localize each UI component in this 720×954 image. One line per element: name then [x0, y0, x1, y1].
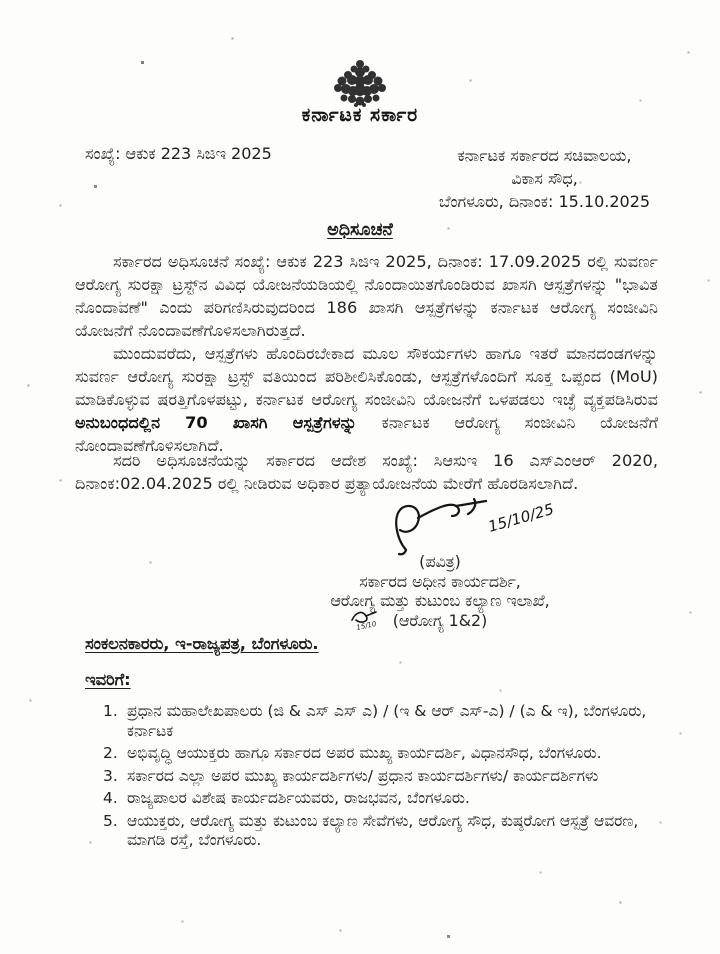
recipient-item — [103, 767, 665, 787]
secretariat-address — [427, 144, 662, 213]
paragraph-2 — [75, 342, 658, 457]
recipients-heading: ಇವರಿಗೆ: — [85, 670, 131, 689]
signatory-section: (ಆರೋಗ್ಯ 1&2) — [392, 610, 488, 630]
address-line-1: ಕರ್ನಾಟಕ ಸರ್ಕಾರದ ಸಚಿವಾಲಯ, — [457, 146, 632, 165]
recipient-item — [103, 789, 665, 809]
recipient-text: ಪ್ರಧಾನ ಮಹಾಲೇಖಪಾಲರು (ಜಿ & ಎಸ್ ಎಸ್ ಎ) / (ಇ & ಆರ್ ಎಸ್-ಎ) / (ಎ & ಇ), ಬೆಂಗಳೂರು, ಕರ್ನಾಟಕ — [127, 702, 647, 740]
paragraph-3: ಸದರಿ ಅಧಿಸೂಚನೆಯನ್ನು ಸರ್ಕಾರದ ಆದೇಶ ಸಂಖ್ಯೆ: ಸಿಆಸುಇ 16 ಎಸ್ಎಂಆರ್ 2020, ದಿನಾಂಕ:02.04.2025 ರಲ್ಲಿ ನೀಡಿರುವ ಅಧಿಕಾರ ಪ್ರತ್ಯಾಯೋಜನೆಯ ಮೇರೆಗೆ ಹೊರಡಿಸಲಾಗಿದೆ. — [75, 451, 658, 493]
recipient-number: 3. — [103, 766, 118, 785]
signatory-department: ಆರೋಗ್ಯ ಮತ್ತು ಕುಟುಂಬ ಕಲ್ಯಾಣ ಇಲಾಖೆ, — [330, 591, 550, 610]
paragraph-2-bold-phrase: ಅನುಬಂಧದಲ್ಲಿನ 70 ಖಾಸಗಿ ಆಸ್ಪತ್ರೆಗಳನ್ನು — [75, 413, 358, 432]
address-line-2: ವಿಕಾಸ ಸೌಧ, — [511, 169, 578, 188]
signatory-designation: ಸರ್ಕಾರದ ಅಧೀನ ಕಾರ್ಯದರ್ಶಿ, — [359, 571, 521, 591]
reference-number: ಸಂಖ್ಯೆ: ಆಕುಕ 223 ಸಿಜಿಇ 2025 — [85, 144, 272, 163]
recipient-item — [103, 702, 665, 741]
paragraph-2-text-b: ಕರ್ನಾಟಕ ಆರೋಗ್ಯ ಸಂಜೀವಿನಿ ಯೋಜನೆಗೆ ನೋಂದಾವಣೆಗೊಳಿಸಲಾಗಿದೆ. — [75, 413, 658, 455]
initial-date-handwritten: 15/10 — [355, 619, 378, 632]
paragraph-1: ಸರ್ಕಾರದ ಅಧಿಸೂಚನೆ ಸಂಖ್ಯೆ: ಆಕುಕ 223 ಸಿಜಿಇ 2025, ದಿನಾಂಕ: 17.09.2025 ರಲ್ಲಿ ಸುವರ್ಣ ಆರೋಗ್ಯ ಸುರಕ್ಷಾ ಟ್ರಸ್ಟ್‌ನ ವಿವಿಧ ಯೋಜನೆಯಡಿಯಲ್ಲಿ ನೊಂದಾಯಿತಗೊಂಡಿರುವ ಖಾಸಗಿ ಆಸ್ಪತ್ರೆಗಳನ್ನು "ಭಾವಿತ ನೊಂದಾವಣೆ" ಎಂದು ಪರಿಗಣಿಸಿರುವುದರಿಂದ 186 ಖಾಸಗಿ ಆಸ್ಪತ್ರೆಗಳನ್ನು ಕರ್ನಾಟಕ ಆರೋಗ್ಯ ಸಂಜೀವಿನಿ ಯೋಜನೆಗೆ ನೊಂದಾವಣೆಗೊಳಿಸಲಾಗಿರುತ್ತದೆ. — [75, 252, 658, 340]
recipient-text: ಆಯುಕ್ತರು, ಆರೋಗ್ಯ ಮತ್ತು ಕುಟುಂಬ ಕಲ್ಯಾಣ ಸೇವೆಗಳು, ಆರೋಗ್ಯ ಸೌಧ, ಕುಷ್ಠರೋಗ ಆಸ್ಪತ್ರೆ ಆವರಣ, ಮಾಗಡಿ ರಸ್ತೆ, ಬೆಂಗಳೂರು. — [127, 811, 639, 849]
recipient-text: ರಾಜ್ಯಪಾಲರ ವಿಶೇಷ ಕಾರ್ಯದರ್ಶಿಯವರು, ರಾಜಭವನ, ಬೆಂಗಳೂರು. — [127, 789, 470, 807]
recipient-item — [103, 744, 665, 764]
recipient-number: 5. — [103, 811, 118, 830]
recipient-number: 1. — [103, 702, 118, 720]
recipients-list — [103, 702, 665, 854]
recipient-item — [103, 812, 665, 851]
signatory-name: (ಪವಿತ್ರ) — [419, 552, 461, 571]
org-title: ಕರ್ನಾಟಕ ಸರ್ಕಾರ — [301, 104, 419, 126]
address-line-3-date: ಬೆಂಗಳೂರು, ದಿನಾಂಕ: 15.10.2025 — [438, 192, 651, 211]
recipient-text: ಸರ್ಕಾರದ ಎಲ್ಲಾ ಅಪರ ಮುಖ್ಯ ಕಾರ್ಯದರ್ಶಿಗಳು/ ಪ್ರಧಾನ ಕಾರ್ಯದರ್ಶಿಗಳು/ ಕಾರ್ಯದರ್ಶಿಗಳು — [127, 766, 599, 785]
scan-noise-speckles — [0, 0, 1, 1]
recipient-number: 2. — [103, 744, 118, 762]
compiler-line: ಸಂಕಲನಕಾರರು, ಇ-ರಾಜ್ಯಪತ್ರ, ಬೆಂಗಳೂರು. — [85, 634, 319, 653]
signature-date-handwritten: 15/10/25 — [486, 499, 556, 536]
reference-row — [85, 144, 662, 213]
paragraph-2-text-a: ಮುಂದುವರೆದು, ಆಸ್ಪತ್ರೆಗಳು ಹೊಂದಿರಬೇಕಾದ ಮೂಲ ಸೌಕರ್ಯಗಳು ಹಾಗೂ ಇತರೆ ಮಾನದಂಡಗಳನ್ನು ಸುವರ್ಣ ಆರೋಗ್ಯ ಸುರಕ್ಷಾ ಟ್ರಸ್ಟ್ ವತಿಯಿಂದ ಪರಿಶೀಲಿಸಿಕೊಂಡು, ಆಸ್ಪತ್ರೆಗಳೊಂದಿಗೆ ಸೂಕ್ತ ಒಪ್ಪಂದ (MoU) ಮಾಡಿಕೊಳ್ಳುವ ಷರತ್ತಿಗೊಳಪಟ್ಟು, ಕರ್ನಾಟಕ ಆರೋಗ್ಯ ಸಂಜೀವಿನಿ ಯೋಜನೆಗೆ ಒಳಪಡಲು ಇಚ್ಛೆ ವ್ಯಕ್ತಪಡಿಸಿರುವ — [75, 344, 658, 409]
recipient-number: 4. — [103, 789, 118, 807]
recipient-text: ಅಭಿವೃದ್ಧಿ ಆಯುಕ್ತರು ಹಾಗೂ ಸರ್ಕಾರದ ಅಪರ ಮುಖ್ಯ ಕಾರ್ಯದರ್ಶಿ, ವಿಧಾನಸೌಧ, ಬೆಂಗಳೂರು. — [127, 744, 602, 762]
notification-heading: ಅಧಿಸೂಚನೆ — [327, 220, 393, 240]
initial-scribble — [350, 608, 380, 636]
